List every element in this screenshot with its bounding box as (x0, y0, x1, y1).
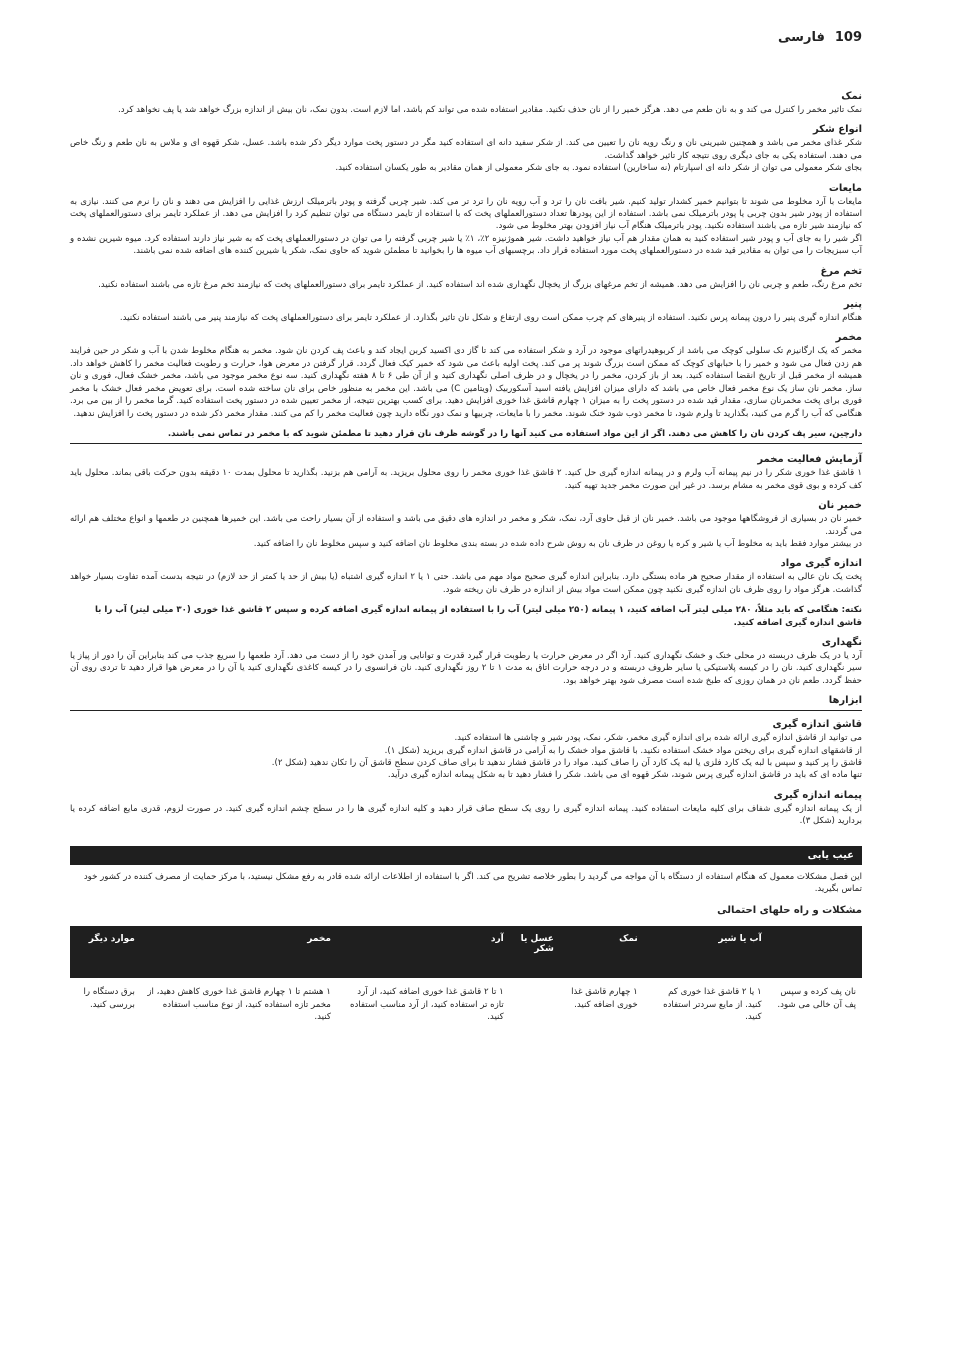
section-paragraph: اگر شیر را به جای آب و پودر شیر استفاده کنید به همان مقدار هم آب نیاز خواهید داشت. شیر هموژنیزه ۲٪، ۱٪ یا شیر چربی گرفته را می توان در دستورالعملهای پخت که به شیر نیاز دارند استفاده کرد. میوه شیرین نشده و آب سبزیجات را می توان به مقادیر قید شده در دستورالعملهای پخت مورد استفاده قرار داد. برچسبهای آب میوه ها را بخوانید تا مطمئن شوید که حاوی نمک، شکر یا شیرین کننده های اضافه شده نمی باشند. (70, 233, 862, 257)
section-paragraph: می توانید از قاشق اندازه گیری ارائه شده برای اندازه گیری مخمر، شکر، نمک، پودر شیر و چاشنی ها استفاده کنید. (454, 733, 862, 744)
table-cell: ۱ یا ۲ قاشق غذا خوری کم کنید. از مایع سردتر استفاده کنید. (663, 987, 762, 1023)
section-paragraph: آرد یا در یک ظرف دربسته در محلی خنک و خشک نگهداری کنید. آرد اگر در معرض حرارت یا رطوبت قرار گیرد قدرت و توانایی ور آمدن خود را از دست می دهد. آرد طعمها را سریع جذب می کند بنابراین آن را دور از پیاز یا سیر نگهداری کنید. نان را در کیسه پلاستیکی یا سایر ظروف دربسته و در درجه حرارت اتاق به مدت ۱ تا ۲ روز نگهداری کنید. نان فرانسوی را در کیسه کاغذی نگهداری کنید یا آن را در معرض هوا قرار دهید تا تردی روی آن حفظ گردد. طعم نان در همان روزی که طبخ شده است مصرف شود بهتر خواهد بود. (70, 650, 862, 686)
troubleshooting-intro: این فصل مشکلات معمول که هنگام استفاده از دستگاه با آن مواجه می گردید را بطور خلاصه تشریح می کند. اگر با استفاده از اطلاعات ارائه شده قادر به رفع مشکل نیستید، با مرکز حمایت از مصرف کننده در کشور خود تماس بگیرید. (83, 871, 862, 895)
section-paragraph: از قاشقهای اندازه گیری برای ریختن مواد خشک استفاده نکنید. با قاشق مواد خشک را به آرامی در قاشق اندازه گیری بریزید (شکل ۱). (384, 745, 862, 756)
page-language: فارسی (778, 30, 825, 45)
troubleshooting-band: عیب یابی (70, 846, 862, 865)
section-paragraph: مخمر که یک ارگانیزم تک سلولی کوچک می باشد از کربوهیدراتهای موجود در آرد و شکر استفاده می کند تا گاز دی اکسید کربن ایجاد کند و باعث پف کردن نان شود. مخمر به هنگام مخلوط شدن با آب و شکر در حین فرایند هم زدن فعال می شود و خمیر را با حبابهای کوچک که ممکن است بزرگ شوند پر می کند. پخت اولیه باعث می شود که خمیر کیک فعال گردد. قرار گرفتن در معرض هوا، حرارت و رطوبت فعالیت مخمر را کاهش خواهد داد. همیشه از مخمر قبل از تاریخ انقضا استفاده کنید. بعد از باز کردن، مخمر را در یخچال و در ظرف اصلی نگهداری کنید و از آن طی ۶ تا ۸ هفته نگهداری کنید. سه نوع مخمر موجود می باشد، مخمر خشک فعال، فوری و نان ساز. مخمر نان ساز یک نوع مخمر فعال خاص می باشد که دارای میزان افزایش یافته اسید آسکوربیک (ویتامین C) می باشد. این مخمر به منظور خاص برای نان ساخته شده است. برای تعویض مخمر فعال خشک با مخمر فوری برای پخت مخمرنان سازی، مقدار قید شده در دستور پخت را به میزان ۱ چهارم قاشق غذا خوری افزایش دهید. برای کسب بهترین نتیجه، از مخمر تعیین شده در دستور پخت استفاده کنید. گرما مخمر را از بین می برد. هنگامی که آب را گرم می کنید، بگذارید تا ولرم شود، تا مخمر ذوب شود خنک شوند. مخمر را با مایعات، چربیها و نمک دور نگاه دارید چون فعالیت مخمر را کم می کنند. مقدار مخمر ذکر شده در دستور پخت را افزایش ندهید. (70, 346, 862, 419)
tools-sections (70, 719, 862, 827)
table-row (70, 978, 862, 1023)
section-title: پنیر (843, 299, 862, 311)
table-cell: برق دستگاه را بررسی کنید. (83, 987, 135, 1010)
section-title: مخمر (835, 332, 862, 344)
section (70, 500, 862, 550)
section (70, 454, 862, 492)
section (70, 332, 862, 419)
section-title: انواع شکر (812, 124, 862, 136)
table-header-row (70, 926, 862, 978)
section-title: آزمایش فعالیت مخمر (757, 454, 862, 466)
troubleshooting-table (70, 926, 862, 1023)
section-title: قاشق اندازه گیری (772, 719, 862, 731)
table-cell: نان پف کرده و سپس پف آن خالی می شود. (777, 987, 856, 1010)
section-paragraph: تخم مرغ رنگ، طعم و چربی نان را افزایش می دهد. همیشه از تخم مرغهای بزرگ از یخچال نگهداری شده اند استفاده کنید. از عملکرد تایمر برای دستورالعملهای پخت که نیازمند تخم مرغ تازه می باشند استفاده نکنید. (98, 279, 862, 290)
table-header-cell: نمک (560, 926, 644, 978)
cinnamon-note: دارچین، سیر پف کردن نان را کاهش می دهند. اگر از این مواد استفاده می کنید آنها را در گوشه ظرف نان قرار دهید تا مطمئن شوید که با مخمر در تماس نمی باشند. (70, 428, 862, 444)
section-paragraph: پخت یک نان عالی به استفاده از مقدار صحیح هر ماده بستگی دارد. بنابراین اندازه گیری صحیح مواد مهم می باشد. حتی ۱ یا ۲ اندازه گیری اشتباه (یا بیش از حد یا کمتر از حد لازم) در نتیجه بدست آمده تفاوت بسیار خواهد گذاشت. هرگز مواد را روی ظرف نان اندازه گیری نکنید چون ممکن است مواد بیش از اندازه در ظرف نان ریخته شود. (70, 572, 862, 595)
table-header-cell: مخمر (141, 926, 337, 978)
section-title: اندازه گیری مواد (780, 558, 862, 570)
section-title: تخم مرغ (820, 265, 862, 277)
tools-heading: ابزارها (70, 695, 862, 711)
section-title: نگهداری (821, 636, 862, 648)
section-paragraph: ۱ قاشق غذا خوری شکر را در نیم پیمانه آب ولرم و در پیمانه اندازه گیری حل کنید. ۲ قاشق غذا خوری مخمر را روی محلول بریزید. به آرامی هم بزنید. بگذارید تا محلول بمدت ۱۰ دقیقه بدون حرکت باقی بماند. محلول باید کف کرده و بوی قوی مخمر به مشام برسد. در غیر این صورت مخمر جدید تهیه کنید. (70, 468, 862, 491)
section-paragraph: در بیشتر موارد فقط باید به مخلوط آب یا شیر و کره یا روغن در ظرف نان به روش شرح داده شده در بسته بندی مخلوط نان اضافه کنید و سپس مخلوط نان را اضافه کنید. (253, 538, 862, 549)
yeast-dough-sections (70, 454, 862, 596)
section (70, 183, 862, 258)
section-paragraph: مایعات با آرد مخلوط می شوند تا بتوانیم خمیر کشدار تولید کنیم. شیر بافت نان را ترد و آب رویه نان را ترد تر می کند. شیر چربی گرفته و پودر باترمیلک ارزش غذایی را افزایش می دهند و نان را نرم می کنند. نیازی به استفاده از پودر شیر بدون چربی یا پودر باترمیلک نمی باشد. استفاده از این پودرها تعداد دستورالعملهای پخت که با استفاده از تایمر دستگاه می توان تنظیم کرد را افزایش می دهد. از عملکرد تایمر برای دستورالعملهای پخت که نیازمند شیر تازه می باشند استفاده نکنید. پودر باترمیلک هنگام آب نیاز افزودن بهتر مخلوط می شود. (70, 196, 862, 232)
section (70, 719, 862, 782)
section-paragraph: هنگام اندازه گیری پنیر را درون پیمانه پرس نکنید. استفاده از پنیرهای کم چرب ممکن است روی ارتفاع و شکل نان تاثیر بگذارد. از عملکرد تایمر برای دستورالعملهای پخت که نیازمند پنیر می باشند استفاده نکنید. (119, 313, 862, 324)
table-header-cell (768, 926, 862, 978)
table-cell (510, 978, 560, 1023)
table-cell: ۱ چهارم قاشق غذا خوری اضافه کنید. (571, 987, 638, 1010)
table-cell: ۱ هشتم تا ۱ چهارم قاشق غذا خوری کاهش دهید، از مخمر تازه استفاده کنید، از نوع مناسب استفاده کنید. (147, 987, 331, 1023)
section (70, 558, 862, 596)
page-header (70, 30, 862, 45)
section (70, 266, 862, 291)
page-number: 109 (834, 30, 862, 45)
problems-subtitle: مشکلات و راه حلهای احتمالی (717, 905, 862, 917)
section-title: مایعات (828, 182, 862, 194)
section-paragraph: شکر غذای مخمر می باشد و همچنین شیرینی نان و رنگ رویه نان را تعیین می کند. از شکر سفید دانه ای استفاده کنید مگر در دستور پخت موارد دیگر ذکر شده باشد. عسل، شکر قهوه ای و ملاس به نان طعم و رنگ خاص می دهند. استفاده یکی به جای دیگری روی نتیجه کار تاثیر خواهد گذاشت. (70, 138, 862, 161)
section-title: پیمانه اندازه گیری (773, 789, 862, 801)
table-header-cell: عسل یا شکر (510, 926, 560, 978)
section-paragraph: خمیر نان در بسیاری از فروشگاهها موجود می باشد. خمیر نان از قبل حاوی آرد، نمک، شکر و مخمر در اندازه های دقیق می باشد و استفاده از آن بسیار راحت می باشد. این خمیرها همچنین در طعمها و انواع مختلف هم ارائه می گردند. (70, 514, 862, 537)
section-paragraph: قاشق را پر کنید و سپس با لبه یک کارد فلزی یا لبه یک کارد آن را صاف کنید. مواد را در قاشق فشار ندهید تا برای صاف کردن سطح قاشق آن را تکان ندهید (شکل ۲). (271, 758, 862, 768)
section-title: نمک (841, 91, 862, 102)
table-header-cell: آب یا شیر (644, 926, 768, 978)
manual-page (70, 30, 862, 1024)
section-paragraph: بجای شکر معمولی می توان از شکر دانه ای اسپارتام (نه ساخارین) استفاده نمود. به جای شکر معمولی از همان مقادیر به طور یکسان استفاده کنید. (335, 163, 862, 174)
table-header-cell: آرد (337, 926, 510, 978)
table-header-cell: موارد دیگر (70, 926, 141, 978)
measuring-note: نکته: هنگامی که باید مثلاً، ۲۸۰ میلی لیتر آب اضافه کنید، ۱ پیمانه (۲۵۰ میلی لیتر) آب را با استفاده از پیمانه اندازه گیری اضافه کرده و سپس ۲ قاشق غذا خوری (۳۰ میلی لیتر) آب را با قاشق اندازه گیری اضافه کنید. (94, 605, 862, 628)
table-cell: ۱ تا ۲ قاشق غذا خوری اضافه کنید، از آرد تازه تر استفاده کنید، از آرد مناسب استفاده کنید. (349, 987, 504, 1023)
storage-section (70, 637, 862, 687)
section (70, 124, 862, 174)
section-paragraph: از یک پیمانه اندازه گیری شفاف برای کلیه مایعات استفاده کنید. پیمانه اندازه گیری را روی یک سطح صاف قرار دهید و کلیه اندازه گیری ها را در سطح چشم اندازه گیری کنید. در صورت لزوم، قدری مایع اضافه کرده یا بردارید (شکل ۳). (70, 803, 862, 827)
ingredients-sections (70, 91, 862, 420)
section (70, 790, 862, 828)
problems-solutions (70, 905, 862, 916)
section (70, 91, 862, 116)
section-title: خمیر نان (818, 500, 862, 512)
section-paragraph: نمک تاثیر مخمر را کنترل می کند و به نان طعم می دهد. هرگز خمیر را از نان حذف نکنید. مقادیر استفاده شده می تواند کم باشد، اما لازم است. بدون نمک، نان بیش از اندازه بزرگ خواهد شد یا پف نخواهد کرد. (118, 105, 862, 115)
section (70, 299, 862, 324)
section-paragraph: تنها ماده ای که باید در قاشق اندازه گیری پرس شوند، شکر قهوه ای می باشد. شکر را فشار دهید تا به شکل پیمانه اندازه گیری درآید. (387, 770, 862, 781)
